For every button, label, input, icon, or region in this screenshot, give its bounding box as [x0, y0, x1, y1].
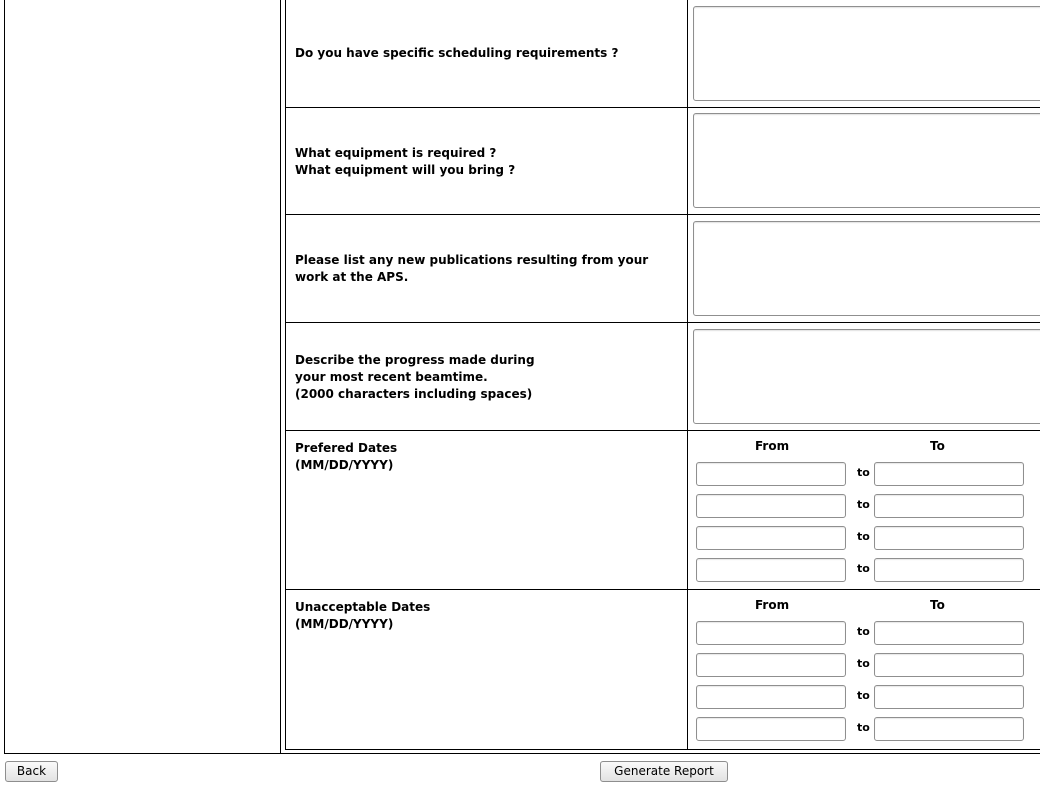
generate-report-button[interactable]: Generate Report — [600, 761, 728, 782]
publications-label: Please list any new publications resulting from your work at the APS. — [295, 253, 649, 284]
unacceptable-from-input-1[interactable] — [696, 621, 846, 645]
unacceptable-from-input-4[interactable] — [696, 717, 846, 741]
equipment-bring-text: What equipment will you bring ? — [295, 163, 516, 177]
progress-textarea[interactable] — [693, 329, 1040, 424]
unacceptable-to-header: To — [930, 598, 945, 612]
unacceptable-to-input-1[interactable] — [874, 621, 1024, 645]
preferred-to-input-1[interactable] — [874, 462, 1024, 486]
preferred-dates-format: (MM/DD/YYYY) — [295, 458, 394, 472]
publications-textarea[interactable] — [693, 221, 1040, 316]
progress-label — [295, 352, 680, 403]
unacceptable-to-separator-4: to — [857, 721, 870, 734]
back-button[interactable]: Back — [5, 761, 58, 782]
unacceptable-dates-title: Unacceptable Dates — [295, 600, 431, 614]
preferred-dates-title: Prefered Dates — [295, 441, 398, 455]
preferred-to-separator-1: to — [857, 466, 870, 479]
unacceptable-from-header: From — [755, 598, 790, 612]
preferred-to-header: To — [930, 439, 945, 453]
preferred-to-input-4[interactable] — [874, 558, 1024, 582]
preferred-from-input-4[interactable] — [696, 558, 846, 582]
equipment-textarea[interactable] — [693, 113, 1040, 208]
column-divider — [687, 0, 688, 750]
unacceptable-dates-format: (MM/DD/YYYY) — [295, 617, 394, 631]
progress-line-3: (2000 characters including spaces) — [295, 387, 533, 401]
equipment-required-text: What equipment is required ? — [295, 146, 497, 160]
unacceptable-to-input-4[interactable] — [874, 717, 1024, 741]
preferred-to-separator-2: to — [857, 498, 870, 511]
unacceptable-to-input-2[interactable] — [874, 653, 1024, 677]
preferred-to-separator-4: to — [857, 562, 870, 575]
unacceptable-to-separator-2: to — [857, 657, 870, 670]
unacceptable-from-input-3[interactable] — [696, 685, 846, 709]
unacceptable-dates-label — [295, 599, 680, 633]
unacceptable-to-separator-3: to — [857, 689, 870, 702]
preferred-dates-label — [295, 440, 680, 474]
scheduling-label: Do you have specific scheduling requirements ? — [295, 46, 619, 60]
progress-line-2: your most recent beamtime. — [295, 370, 488, 384]
left-sidebar — [5, 0, 281, 754]
progress-line-1: Describe the progress made during — [295, 353, 535, 367]
preferred-from-input-1[interactable] — [696, 462, 846, 486]
preferred-to-input-3[interactable] — [874, 526, 1024, 550]
unacceptable-from-input-2[interactable] — [696, 653, 846, 677]
unacceptable-to-separator-1: to — [857, 625, 870, 638]
preferred-from-header: From — [755, 439, 790, 453]
preferred-to-input-2[interactable] — [874, 494, 1024, 518]
equipment-label — [295, 145, 680, 179]
unacceptable-to-input-3[interactable] — [874, 685, 1024, 709]
scheduling-textarea[interactable] — [693, 6, 1040, 101]
preferred-from-input-2[interactable] — [696, 494, 846, 518]
preferred-to-separator-3: to — [857, 530, 870, 543]
preferred-from-input-3[interactable] — [696, 526, 846, 550]
